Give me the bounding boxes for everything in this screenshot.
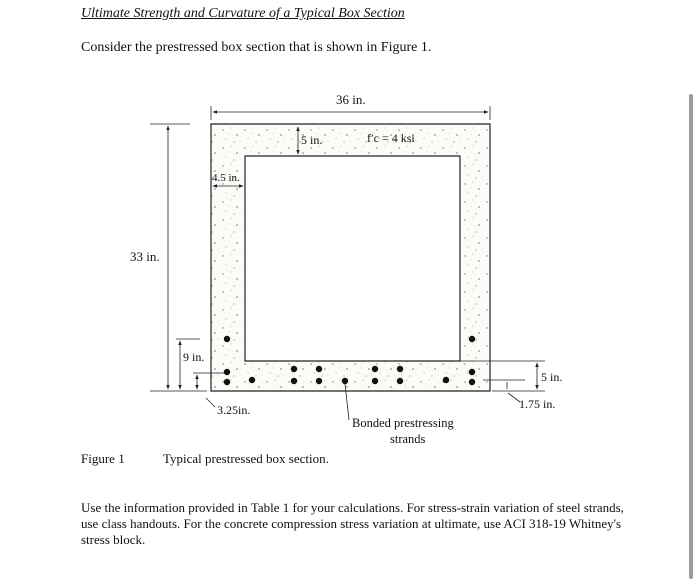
strands-label-line-1: Bonded prestressing [352,416,454,430]
strand [372,366,378,372]
strand [291,378,297,384]
strand [249,377,255,383]
height-label: 33 in. [130,249,160,264]
right-five-label: 5 in. [541,370,563,384]
strand [469,336,475,342]
width-label: 36 in. [336,92,366,107]
strand [397,366,403,372]
strand [224,379,230,385]
top-flange-label: 5 in. [301,133,323,147]
strand [469,379,475,385]
strand [224,369,230,375]
figure-caption: Typical prestressed box section. [163,451,329,466]
strand [469,369,475,375]
instructions-paragraph: Use the information provided in Table 1 for your calculations. For stress-strain variation of steel strands, use class handouts. For the concrete compression stress variation at ultimate, use ACI 318-19 Whitney's stress block. [81,500,624,547]
intro-paragraph: Consider the prestressed box section that is shown in Figure 1. [81,40,432,55]
strand [224,336,230,342]
strand [342,378,348,384]
strand [316,378,322,384]
strands-label-line-2: strands [390,432,426,446]
vertical-scrollbar[interactable] [689,94,693,579]
strand [316,366,322,372]
concrete-strength-label: f′c = 4 ksi [367,131,415,145]
strand [397,378,403,384]
figure-label: Figure 1 [81,451,125,466]
bottom-nine-label: 9 in. [183,350,205,364]
web-label: 4.5 in. [212,172,240,184]
concrete-section [211,124,490,391]
strand [372,378,378,384]
bottom-cover-label: 3.25in. [217,403,251,417]
section-heading: Ultimate Strength and Curvature of a Typical Box Section [81,6,405,21]
strand [443,377,449,383]
strand [291,366,297,372]
right-cover-label: 1.75 in. [519,397,556,411]
